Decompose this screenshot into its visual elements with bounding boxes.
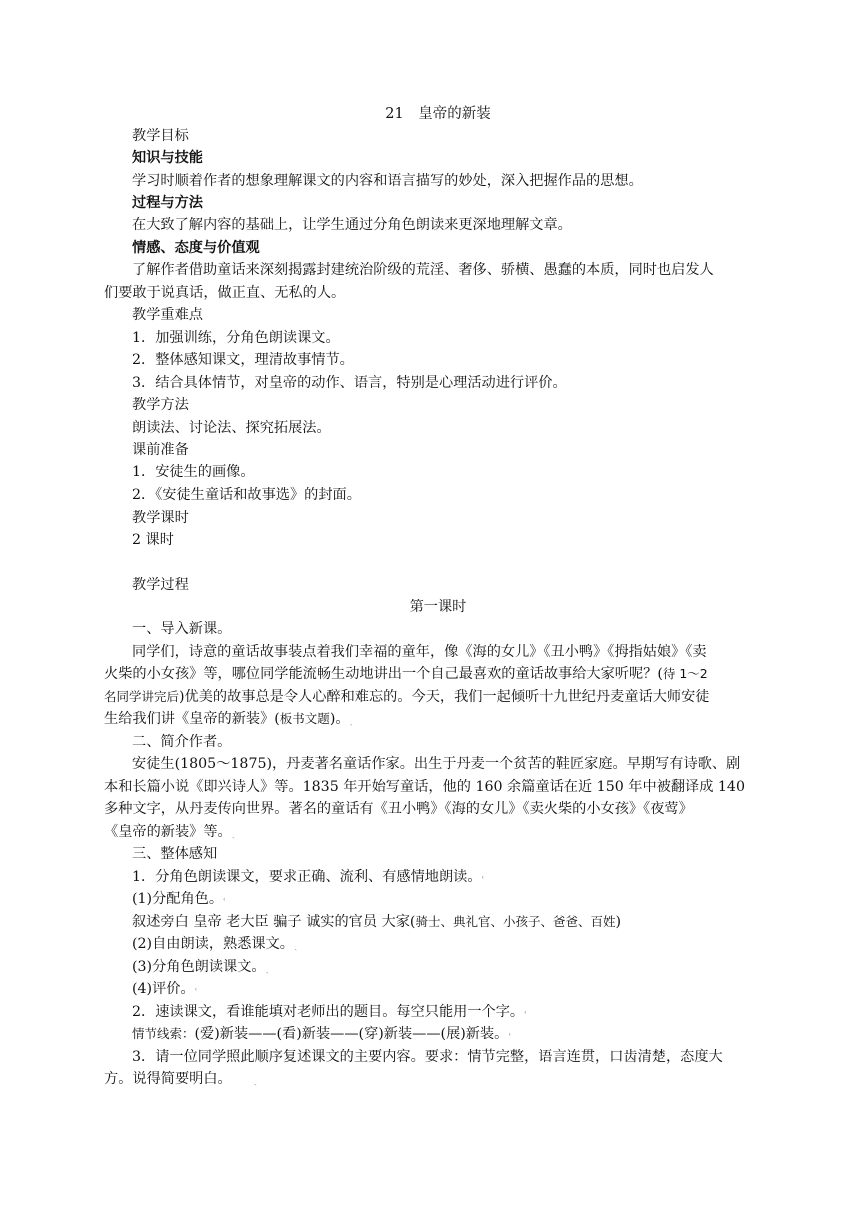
text-run: 1．分角色朗读课文，要求正确、流利、有感情地朗读。 (132, 869, 482, 885)
overview-item (132, 866, 772, 888)
overview-item: 3．请一位同学照此顺序复述课文的主要内容。要求：情节完整，语言连贯，口齿清楚，态度大 (132, 1049, 723, 1065)
edit-mark: ˏ (253, 1075, 258, 1086)
text-run: 《皇帝的新装》等。 (104, 824, 232, 840)
italic-note: 情节线索： (132, 1026, 195, 1041)
intro-paragraph-line (104, 686, 772, 708)
author-paragraph-line: 安徒生(1805～1875)，丹麦著名童话作家。出生于丹麦一个贫苦的鞋匠家庭。早期写有诗歌、剧 (132, 756, 741, 772)
text-run: 火柴的小女孩》等，哪位同学能流畅生动地讲出一个自己最喜欢的童话故事给大家听呢？( (104, 666, 663, 682)
hours-text: 2 课时 (132, 532, 174, 548)
edit-mark: ˏ (293, 940, 298, 951)
text-run: (3)分角色朗读课文。 (132, 959, 266, 975)
intro-paragraph-line: 同学们，诗意的童话故事装点着我们幸福的童年，像《海的女儿》《丑小鸭》《拇指姑娘》《卖 (132, 644, 707, 660)
italic-note: 待 1～2 (662, 666, 708, 681)
text-run: 2．速读课文，看谁能填对老师出的题目。每空只能用一个字。 (132, 1004, 525, 1020)
method-heading: 教学方法 (132, 397, 189, 413)
edit-mark: ˓ (524, 1008, 528, 1019)
method-text: 朗读法、讨论法、探究拓展法。 (132, 420, 331, 436)
italic-note: 骑士、典礼官、小孩子、爸爸、百姓 (415, 914, 616, 929)
edit-mark: ˏ (349, 715, 353, 726)
text-run: 叙述旁白 皇帝 老大臣 骗子 诚实的官员 大家( (132, 914, 416, 930)
emotion-text-line-2: 们要敢于说真话，做正直、无私的人。 (104, 285, 346, 301)
key-item: 3．结合具体情节，对皇帝的动作、语言，特别是心理活动进行评价。 (132, 375, 567, 391)
author-paragraph-line (104, 821, 772, 843)
process-heading: 过程与方法 (132, 195, 203, 211)
goals-heading: 教学目标 (132, 128, 189, 144)
intro-paragraph-line (104, 708, 772, 730)
lesson-heading: 第一课时 (409, 599, 467, 615)
overview-item (132, 1001, 772, 1023)
emotion-text-line-1: 了解作者借助童话来深刻揭露封建统治阶级的荒淫、奢侈、骄横、愚蠢的本质，同时也启发人 (132, 262, 714, 278)
section-heading-overview: 三、整体感知 (132, 846, 218, 862)
document-title: 21 皇帝的新装 (385, 106, 491, 122)
text-run: (4)评价。 (132, 981, 195, 997)
process-text: 在大致了解内容的基础上，让学生通过分角色朗读来更深地理解文章。 (132, 217, 572, 233)
prep-item: 1．安徒生的画像。 (132, 464, 255, 480)
knowledge-text: 学习时顺着作者的想象理解课文的内容和语言描写的妙处，深入把握作品的思想。 (132, 173, 643, 189)
edit-mark: ˓ (223, 895, 227, 906)
text-run: ) (615, 914, 622, 930)
section-text: 一、导入新课。 (132, 621, 232, 637)
overview-item-continuation (104, 1068, 772, 1090)
overview-subitem (132, 933, 772, 955)
text-run: )。 (329, 711, 350, 727)
overview-roles (132, 911, 772, 933)
prep-heading: 课前准备 (132, 442, 189, 458)
prep-item: 2．《安徒生童话和故事选》的封面。 (132, 487, 361, 503)
edit-mark: ˏ (231, 828, 236, 839)
key-item: 1．加强训练，分角色朗读课文。 (132, 330, 340, 346)
text-run: )优美的故事总是令人心醉和难忘的。今天，我们一起倾听十九世纪丹麦童话大师安徒 (179, 689, 710, 705)
text-run: 生给我们讲《皇帝的新装》( (104, 711, 280, 727)
edit-mark: ˓ (481, 873, 485, 884)
section-heading-author: 二、简介作者。 (132, 734, 232, 750)
flow-heading: 教学过程 (132, 577, 189, 593)
emotion-heading: 情感、态度与价值观 (132, 240, 260, 256)
edit-mark: ˏ (265, 963, 269, 974)
author-paragraph-line: 本和长篇小说《即兴诗人》等。1835 年开始写童话，他的 160 余篇童话在近 150 年中被翻译成 140 (104, 779, 745, 795)
text-run: 方。说得简要明白。 (104, 1071, 232, 1087)
hours-heading: 教学课时 (132, 510, 189, 526)
overview-subitem (132, 956, 772, 978)
text-run: (爱)新装——(看)新装——(穿)新装——(展)新装。 (194, 1026, 509, 1042)
intro-paragraph-line (104, 663, 772, 685)
text-run: (2)自由朗读，熟悉课文。 (132, 936, 294, 952)
overview-subitem (132, 978, 772, 1000)
key-item: 2．整体感知课文，理清故事情节。 (132, 352, 354, 368)
author-paragraph-line: 多种文字，从丹麦传向世界。著名的童话有《丑小鸭》《海的女儿》《卖火柴的小女孩》《夜莺》 (104, 801, 693, 817)
text-run: (1)分配角色。 (132, 891, 224, 907)
section-heading-intro (132, 618, 772, 640)
key-heading: 教学重难点 (132, 307, 203, 323)
overview-subitem (132, 888, 772, 910)
italic-note: 名同学讲完后 (104, 689, 180, 704)
edit-mark: ˓ (508, 1030, 512, 1041)
edit-mark: ˓ (194, 985, 198, 996)
italic-note: 板书文题 (279, 711, 330, 726)
knowledge-heading: 知识与技能 (132, 150, 203, 166)
overview-plot-line (132, 1023, 772, 1045)
